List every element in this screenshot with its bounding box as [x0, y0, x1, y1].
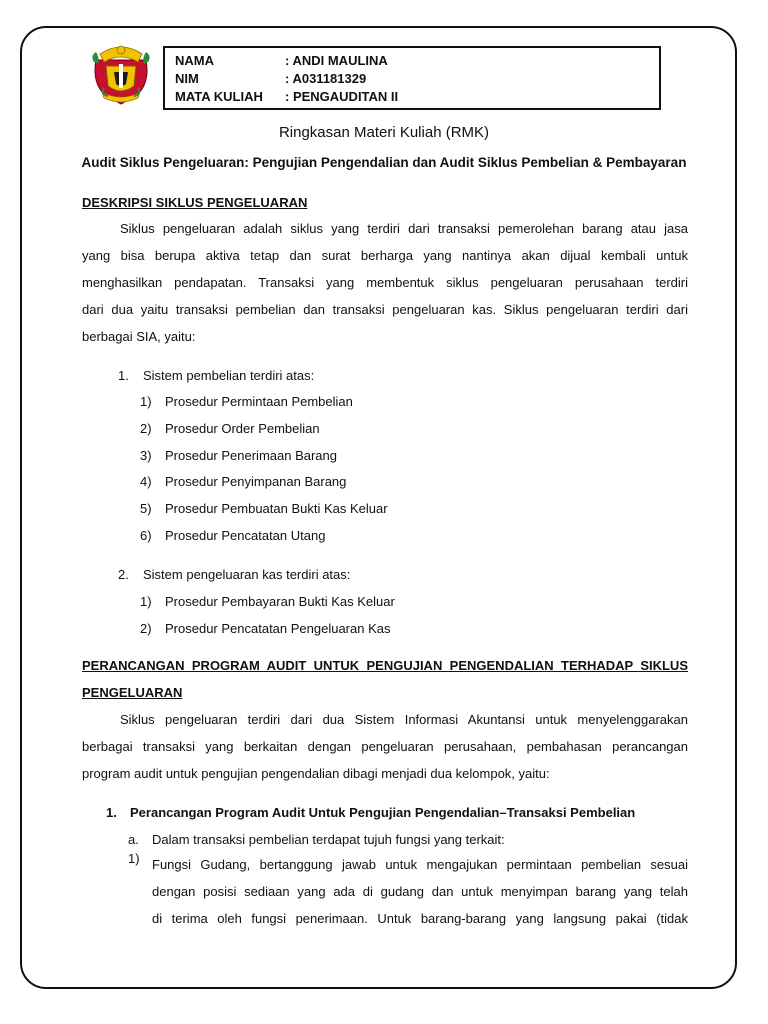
paragraph-line: Siklus pengeluaran adalah siklus yang terdiri dari transaksi pemerolehan barang atau jasa — [120, 221, 688, 236]
list-item — [140, 528, 325, 543]
list-item-text: Dalam transaksi pembelian terdapat tujuh fungsi yang terkait: — [152, 832, 505, 847]
list-item — [140, 421, 320, 436]
list-number: 1) — [128, 851, 140, 866]
list-item-fungsi-gudang — [152, 851, 688, 932]
document-title: Ringkasan Materi Kuliah (RMK) — [278, 124, 490, 141]
list-number: 1) — [140, 394, 152, 409]
paragraph-line: dengan posisi sediaan yang ada di gudang dan untuk menyimpan barang yang telah — [152, 884, 688, 899]
list-item — [140, 448, 337, 463]
info-row-nim — [175, 70, 366, 88]
university-crest-logo — [90, 42, 152, 108]
info-label: MATA KULIAH — [175, 89, 263, 104]
list-number: 1) — [140, 594, 152, 609]
subsection-heading-transaksi-pembelian — [106, 805, 635, 820]
list-number: 1. — [118, 368, 129, 383]
section2-paragraph — [82, 706, 688, 787]
paragraph-line: Fungsi Gudang, bertanggung jawab untuk mengajukan permintaan pembelian sesuai — [152, 857, 688, 872]
list-heading-sistem-pembelian — [118, 368, 314, 383]
list-number: 1. — [106, 805, 117, 820]
list-item-text: Prosedur Penerimaan Barang — [165, 448, 337, 463]
student-info-box — [163, 46, 661, 110]
list-number: 5) — [140, 501, 152, 516]
paragraph-line: yang bisa berupa aktiva tetap dan surat berharga yang nantinya akan dijual kembali untuk — [82, 248, 688, 263]
list-number: 2) — [140, 621, 152, 636]
list-number: 2. — [118, 567, 129, 582]
list-number: 2) — [140, 421, 152, 436]
info-value: : ANDI MAULINA — [285, 53, 388, 68]
list-number: 4) — [140, 474, 152, 489]
section-heading-deskripsi: DESKRIPSI SIKLUS PENGELUARAN — [82, 195, 308, 210]
info-value: : PENGAUDITAN II — [285, 89, 399, 104]
paragraph-line: Siklus pengeluaran terdiri dari dua Sistem Informasi Akuntansi untuk menyelenggarakan — [120, 712, 688, 727]
list-heading-sistem-pengeluaran-kas — [118, 567, 350, 582]
list-item-text: Prosedur Order Pembelian — [165, 421, 320, 436]
info-label: NIM — [175, 71, 199, 86]
list-item — [140, 621, 391, 636]
list-item-text: Prosedur Pencatatan Utang — [165, 528, 326, 543]
list-item-a — [128, 832, 505, 847]
paragraph-line: menghasilkan pendapatan. Transaksi yang membentuk siklus pengeluaran perusahaan terdiri — [82, 275, 688, 290]
section1-paragraph — [82, 215, 688, 350]
info-value: : A031181329 — [285, 71, 367, 86]
list-item-text: Prosedur Pembayaran Bukti Kas Keluar — [165, 594, 395, 609]
list-title: Sistem pembelian terdiri atas: — [143, 368, 315, 383]
list-item — [140, 394, 353, 409]
heading-line: PENGELUARAN — [82, 685, 183, 700]
info-row-nama — [175, 52, 388, 70]
section-heading-perancangan — [82, 652, 688, 706]
list-title: Sistem pengeluaran kas terdiri atas: — [143, 567, 351, 582]
info-label: NAMA — [175, 53, 214, 68]
paragraph-line: program audit untuk pengujian pengendalian dibagi menjadi dua kelompok, yaitu: — [82, 766, 550, 781]
list-item-text: Prosedur Pembuatan Bukti Kas Keluar — [165, 501, 388, 516]
paragraph-line: berbagai transaksi yang berkaitan dengan pengeluaran perusahaan, pembahasan perancangan — [82, 739, 688, 754]
list-item-text: Prosedur Pencatatan Pengeluaran Kas — [165, 621, 391, 636]
document-subtitle: Audit Siklus Pengeluaran: Pengujian Pengendalian dan Audit Siklus Pembelian & Pembayaran — [81, 155, 687, 170]
list-item — [140, 474, 346, 489]
paragraph-line: dari dua yaitu transaksi pembelian dan transaksi pengeluaran kas. Siklus pengeluaran terdiri dari — [82, 302, 688, 317]
info-row-mata-kuliah — [175, 88, 398, 106]
paragraph-line: di terima oleh fungsi penerimaan. Untuk barang-barang yang langsung pakai (tidak — [152, 911, 688, 926]
heading-line: PERANCANGAN PROGRAM AUDIT UNTUK PENGUJIAN PENGENDALIAN TERHADAP SIKLUS — [82, 658, 688, 673]
list-letter: a. — [128, 832, 139, 847]
subsection-title: Perancangan Program Audit Untuk Pengujian Pengendalian–Transaksi Pembelian — [130, 805, 636, 820]
list-number: 6) — [140, 528, 152, 543]
list-item — [140, 501, 388, 516]
paragraph-line: berbagai SIA, yaitu: — [82, 329, 196, 344]
list-item-text: Prosedur Penyimpanan Barang — [165, 474, 347, 489]
list-item — [140, 594, 395, 609]
list-item-text: Prosedur Permintaan Pembelian — [165, 394, 353, 409]
list-number: 3) — [140, 448, 152, 463]
